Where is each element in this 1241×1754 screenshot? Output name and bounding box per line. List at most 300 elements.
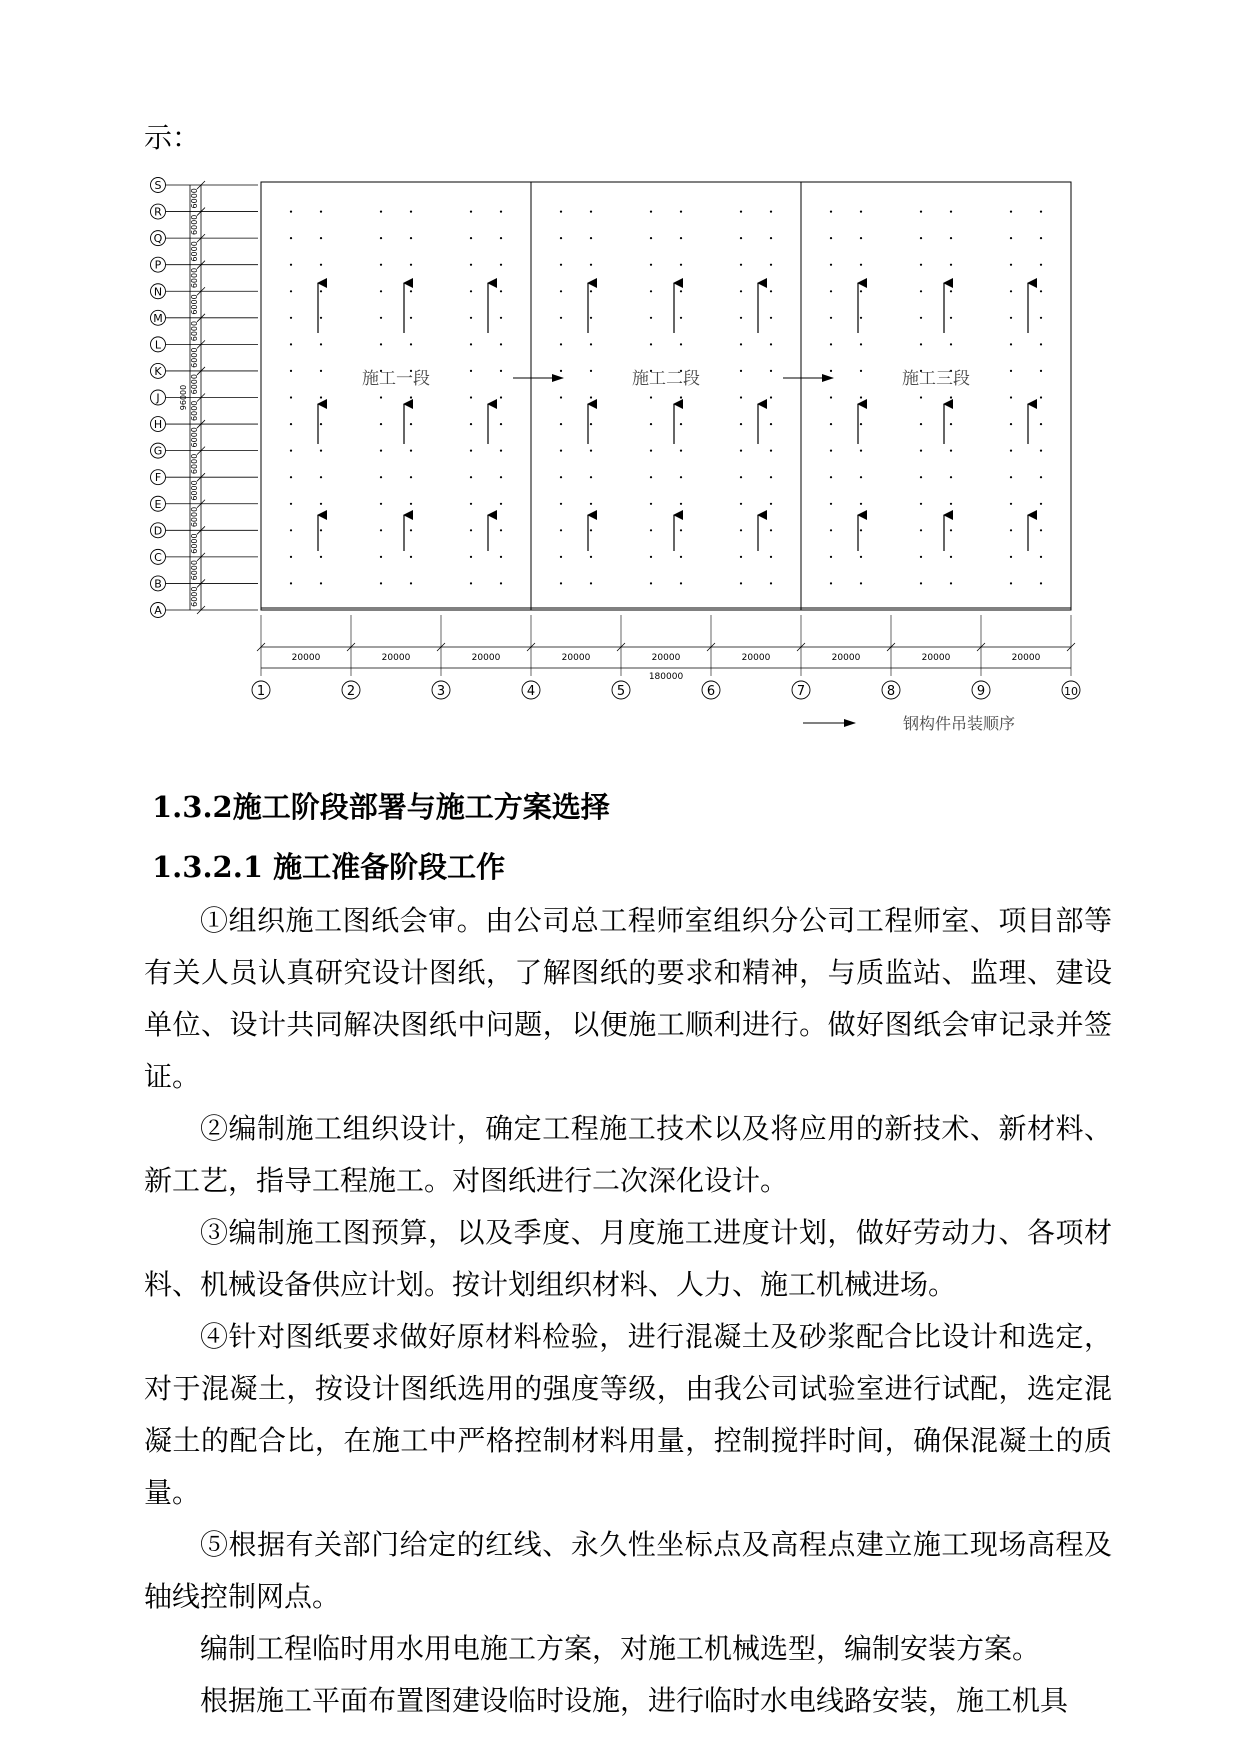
grid-point (650, 290, 652, 292)
grid-point (500, 370, 502, 372)
grid-point (770, 211, 772, 213)
grid-point (410, 317, 412, 319)
col-dim-label: 20000 (831, 653, 861, 663)
paragraph-4: ④针对图纸要求做好原材料检验，进行混凝土及砂浆配合比设计和选定，对于混凝土，按设计图纸选用的强度等级，由我公司试验室进行试配，选定混凝土的配合比，在施工中严格控制材料用量，控制搅拌时间，确保混凝土的质量。 (144, 1320, 1112, 1509)
grid-point (590, 211, 592, 213)
grid-point (320, 476, 322, 478)
grid-point (770, 582, 772, 584)
row-dim-label: 6000 (190, 427, 199, 448)
row-axis-label: C (154, 550, 162, 564)
grid-point (320, 529, 322, 531)
grid-point (1040, 370, 1042, 372)
grid-point (920, 211, 922, 213)
row-dim-label: 6000 (190, 294, 199, 315)
grid-point (680, 503, 682, 505)
grid-point (680, 290, 682, 292)
grid-point (680, 211, 682, 213)
segment-label: 施工二段 (632, 369, 700, 389)
grid-point (560, 582, 562, 584)
grid-point (470, 396, 472, 398)
grid-point (950, 290, 952, 292)
grid-point (320, 450, 322, 452)
grid-point (470, 370, 472, 372)
grid-point (1040, 264, 1042, 266)
grid-point (860, 211, 862, 213)
grid-point (830, 264, 832, 266)
grid-point (560, 556, 562, 558)
grid-point (740, 396, 742, 398)
row-axis-label: Q (153, 232, 163, 246)
grid-point (740, 582, 742, 584)
grid-point (470, 317, 472, 319)
grid-point (740, 237, 742, 239)
grid-point (650, 529, 652, 531)
row-total-label: 96000 (179, 384, 188, 411)
col-dim-label: 20000 (741, 653, 771, 663)
grid-point (1040, 476, 1042, 478)
col-axis-label: 8 (886, 684, 896, 699)
grid-point (770, 343, 772, 345)
section-heading-1-3-2-1: 1.3.2.1 施工准备阶段工作 (152, 850, 506, 884)
row-axis-label: J (156, 391, 160, 405)
grid-point (920, 450, 922, 452)
grid-point (320, 503, 322, 505)
row-dim-label: 6000 (190, 347, 199, 368)
grid-point (1040, 396, 1042, 398)
grid-point (740, 370, 742, 372)
col-axis-label: 4 (526, 684, 536, 699)
grid-point (680, 556, 682, 558)
paragraph-5: ⑤根据有关部门给定的红线、永久性坐标点及高程点建立施工现场高程及轴线控制网点。 (144, 1528, 1112, 1613)
grid-point (920, 476, 922, 478)
col-axis-label: 7 (796, 684, 806, 699)
grid-point (950, 423, 952, 425)
grid-point (410, 423, 412, 425)
grid-point (740, 476, 742, 478)
row-dim-label: 6000 (190, 214, 199, 235)
grid-point (860, 556, 862, 558)
grid-point (920, 290, 922, 292)
grid-point (1010, 503, 1012, 505)
grid-point (740, 556, 742, 558)
grid-point (1010, 476, 1012, 478)
grid-point (380, 211, 382, 213)
grid-point (470, 503, 472, 505)
grid-point (830, 237, 832, 239)
grid-point (380, 396, 382, 398)
grid-point (650, 343, 652, 345)
grid-point (560, 396, 562, 398)
grid-point (680, 423, 682, 425)
grid-point (680, 237, 682, 239)
grid-point (410, 396, 412, 398)
grid-point (1010, 370, 1012, 372)
grid-point (500, 423, 502, 425)
legend-label: 钢构件吊装顺序 (903, 714, 1016, 733)
grid-point (380, 264, 382, 266)
grid-point (560, 211, 562, 213)
row-axis-label: P (154, 258, 162, 272)
row-axis-label: H (153, 418, 163, 432)
grid-point (1040, 290, 1042, 292)
grid-point (680, 317, 682, 319)
row-dim-label: 6000 (190, 560, 199, 581)
col-axis-label: 3 (436, 684, 446, 699)
grid-point (290, 370, 292, 372)
grid-point (860, 476, 862, 478)
row-axis-label: R (154, 205, 162, 219)
grid-point (590, 237, 592, 239)
grid-point (380, 582, 382, 584)
row-axis-label: A (154, 604, 162, 617)
grid-point (920, 237, 922, 239)
row-axis-label: B (154, 577, 162, 591)
grid-point (1010, 396, 1012, 398)
grid-point (650, 237, 652, 239)
body-text (144, 895, 1112, 1727)
grid-point (410, 556, 412, 558)
col-axis-label: 9 (976, 684, 986, 699)
grid-point (590, 396, 592, 398)
grid-point (1010, 450, 1012, 452)
row-axis-label: E (154, 497, 162, 511)
grid-point (860, 582, 862, 584)
grid-point (770, 476, 772, 478)
row-dim-label: 6000 (190, 480, 199, 501)
grid-point (1040, 317, 1042, 319)
row-axis-label: F (154, 471, 162, 485)
grid-point (470, 211, 472, 213)
grid-point (770, 529, 772, 531)
grid-point (680, 476, 682, 478)
grid-point (380, 237, 382, 239)
col-dim-label: 20000 (1011, 653, 1041, 663)
grid-point (1010, 290, 1012, 292)
col-dim-label: 20000 (921, 653, 951, 663)
grid-point (950, 317, 952, 319)
row-axis-label: D (153, 524, 163, 538)
grid-point (470, 582, 472, 584)
grid-point (470, 237, 472, 239)
grid-point (290, 211, 292, 213)
col-axis-label: 10 (1064, 685, 1078, 698)
grid-point (1010, 211, 1012, 213)
grid-point (560, 476, 562, 478)
grid-point (830, 556, 832, 558)
grid-point (650, 264, 652, 266)
segment-label: 施工三段 (902, 369, 970, 389)
paragraph-7: 根据施工平面布置图建设临时设施，进行临时水电线路安装，施工机具 (200, 1684, 1069, 1717)
grid-point (1040, 582, 1042, 584)
grid-point (830, 211, 832, 213)
grid-point (740, 343, 742, 345)
grid-point (650, 556, 652, 558)
grid-point (500, 264, 502, 266)
grid-point (470, 423, 472, 425)
grid-point (740, 529, 742, 531)
row-dim-label: 6000 (190, 533, 199, 554)
grid-point (1040, 503, 1042, 505)
grid-point (950, 396, 952, 398)
grid-point (950, 582, 952, 584)
grid-point (650, 423, 652, 425)
grid-point (290, 556, 292, 558)
intro-text: 示： (144, 121, 201, 154)
grid-point (680, 529, 682, 531)
grid-point (500, 290, 502, 292)
grid-point (410, 476, 412, 478)
grid-point (740, 317, 742, 319)
grid-point (770, 396, 772, 398)
grid-point (680, 450, 682, 452)
grid-point (290, 396, 292, 398)
grid-point (290, 529, 292, 531)
grid-point (770, 556, 772, 558)
grid-point (830, 582, 832, 584)
grid-point (290, 237, 292, 239)
grid-point (740, 264, 742, 266)
grid-point (680, 343, 682, 345)
grid-point (1010, 343, 1012, 345)
col-dim-label: 20000 (291, 653, 321, 663)
grid-point (590, 529, 592, 531)
grid-point (830, 529, 832, 531)
grid-point (290, 450, 292, 452)
col-total-label: 180000 (648, 672, 684, 682)
grid-point (1040, 211, 1042, 213)
grid-point (1040, 529, 1042, 531)
grid-point (410, 529, 412, 531)
grid-point (650, 211, 652, 213)
grid-point (380, 290, 382, 292)
grid-point (1040, 450, 1042, 452)
grid-point (920, 529, 922, 531)
grid-point (860, 450, 862, 452)
grid-point (830, 450, 832, 452)
grid-point (290, 423, 292, 425)
grid-point (920, 503, 922, 505)
paragraph-3: ③编制施工图预算，以及季度、月度施工进度计划，做好劳动力、各项材料、机械设备供应计划。按计划组织材料、人力、施工机械进场。 (144, 1216, 1112, 1301)
grid-point (920, 556, 922, 558)
grid-point (290, 290, 292, 292)
row-dim-label: 6000 (190, 453, 199, 475)
grid-point (410, 343, 412, 345)
grid-point (1040, 423, 1042, 425)
grid-point (830, 317, 832, 319)
grid-point (920, 264, 922, 266)
grid-point (1010, 529, 1012, 531)
grid-point (1010, 582, 1012, 584)
row-axis-label: N (153, 285, 163, 299)
grid-point (950, 503, 952, 505)
grid-point (830, 423, 832, 425)
grid-point (770, 264, 772, 266)
col-dim-label: 20000 (471, 653, 501, 663)
grid-point (860, 396, 862, 398)
grid-point (500, 556, 502, 558)
grid-point (650, 503, 652, 505)
grid-point (860, 264, 862, 266)
grid-point (830, 476, 832, 478)
row-axis-label: K (154, 364, 162, 378)
paragraph-1: ①组织施工图纸会审。由公司总工程师室组织分公司工程师室、项目部等有关人员认真研究设计图纸，了解图纸的要求和精神，与质监站、监理、建设单位、设计共同解决图纸中问题，以便施工顺利进行。做好图纸会审记录并签证。 (144, 904, 1112, 1093)
col-dim-label: 20000 (561, 653, 591, 663)
grid-point (1010, 237, 1012, 239)
row-axis-label: M (153, 311, 163, 325)
grid-point (560, 290, 562, 292)
grid-point (740, 211, 742, 213)
grid-point (680, 264, 682, 266)
grid-point (920, 582, 922, 584)
grid-point (860, 290, 862, 292)
grid-point (380, 476, 382, 478)
grid-point (1040, 343, 1042, 345)
grid-point (950, 529, 952, 531)
grid-point (1040, 237, 1042, 239)
grid-point (740, 503, 742, 505)
grid-point (650, 582, 652, 584)
grid-point (290, 343, 292, 345)
paragraph-6: 编制工程临时用水用电施工方案，对施工机械选型，编制安装方案。 (200, 1632, 1041, 1665)
col-axis-label: 1 (256, 684, 266, 699)
row-dim-label: 6000 (190, 400, 199, 421)
grid-point (410, 211, 412, 213)
grid-point (770, 317, 772, 319)
row-dim-label: 6000 (190, 586, 199, 607)
row-dim-label: 6000 (190, 267, 199, 289)
paragraph-2: ②编制施工组织设计，确定工程施工技术以及将应用的新技术、新材料、新工艺，指导工程施工。对图纸进行二次深化设计。 (144, 1112, 1112, 1197)
grid-point (680, 582, 682, 584)
grid-point (560, 343, 562, 345)
grid-point (380, 556, 382, 558)
grid-point (410, 290, 412, 292)
grid-point (650, 317, 652, 319)
col-dim-label: 20000 (381, 653, 411, 663)
grid-point (500, 237, 502, 239)
grid-point (950, 450, 952, 452)
grid-point (770, 450, 772, 452)
grid-point (650, 476, 652, 478)
grid-point (950, 237, 952, 239)
grid-point (290, 264, 292, 266)
plan-outline (261, 182, 1071, 610)
grid-point (860, 529, 862, 531)
grid-point (950, 476, 952, 478)
grid-point (590, 343, 592, 345)
grid-point (380, 503, 382, 505)
grid-point (500, 529, 502, 531)
grid-point (1010, 556, 1012, 558)
col-axis-label: 6 (706, 684, 716, 699)
grid-point (470, 290, 472, 292)
grid-point (770, 503, 772, 505)
grid-point (1010, 317, 1012, 319)
grid-point (380, 450, 382, 452)
grid-point (470, 529, 472, 531)
grid-point (590, 450, 592, 452)
grid-point (500, 503, 502, 505)
grid-point (590, 290, 592, 292)
grid-point (860, 237, 862, 239)
grid-point (290, 503, 292, 505)
grid-point (320, 317, 322, 319)
grid-point (500, 476, 502, 478)
grid-point (470, 264, 472, 266)
grid-point (1010, 423, 1012, 425)
grid-point (320, 423, 322, 425)
steel-erection-sequence-drawing (0, 0, 1241, 760)
grid-point (920, 343, 922, 345)
grid-point (740, 290, 742, 292)
grid-point (320, 343, 322, 345)
grid-point (410, 237, 412, 239)
grid-point (590, 370, 592, 372)
section-heading-1-3-2: 1.3.2施工阶段部署与施工方案选择 (152, 790, 610, 824)
grid-point (590, 476, 592, 478)
grid-point (680, 396, 682, 398)
grid-point (320, 370, 322, 372)
grid-point (950, 556, 952, 558)
grid-point (500, 582, 502, 584)
row-axis-label: S (154, 179, 162, 192)
grid-point (410, 503, 412, 505)
grid-point (920, 396, 922, 398)
grid-point (320, 396, 322, 398)
grid-point (590, 317, 592, 319)
grid-point (320, 211, 322, 213)
grid-point (560, 503, 562, 505)
grid-point (380, 529, 382, 531)
grid-point (770, 237, 772, 239)
col-axis-label: 5 (616, 684, 626, 699)
row-dim-label: 6000 (190, 188, 199, 209)
grid-point (320, 237, 322, 239)
grid-point (650, 396, 652, 398)
grid-point (650, 450, 652, 452)
grid-point (590, 264, 592, 266)
grid-point (500, 450, 502, 452)
grid-point (470, 450, 472, 452)
row-dim-label: 6000 (190, 506, 199, 528)
grid-point (740, 423, 742, 425)
row-dim-label: 6000 (190, 374, 199, 395)
grid-point (950, 343, 952, 345)
grid-point (1010, 264, 1012, 266)
grid-point (770, 370, 772, 372)
row-axis-label: L (154, 338, 162, 352)
grid-point (380, 317, 382, 319)
grid-point (500, 211, 502, 213)
grid-point (410, 264, 412, 266)
grid-point (770, 423, 772, 425)
col-axis-label: 2 (346, 684, 356, 699)
grid-point (770, 290, 772, 292)
grid-point (830, 290, 832, 292)
grid-point (290, 317, 292, 319)
grid-point (320, 556, 322, 558)
grid-point (410, 450, 412, 452)
grid-point (320, 290, 322, 292)
grid-point (290, 582, 292, 584)
grid-point (590, 582, 592, 584)
grid-point (590, 503, 592, 505)
grid-point (830, 370, 832, 372)
grid-point (860, 423, 862, 425)
grid-point (560, 237, 562, 239)
grid-point (950, 211, 952, 213)
grid-point (290, 476, 292, 478)
grid-point (320, 582, 322, 584)
